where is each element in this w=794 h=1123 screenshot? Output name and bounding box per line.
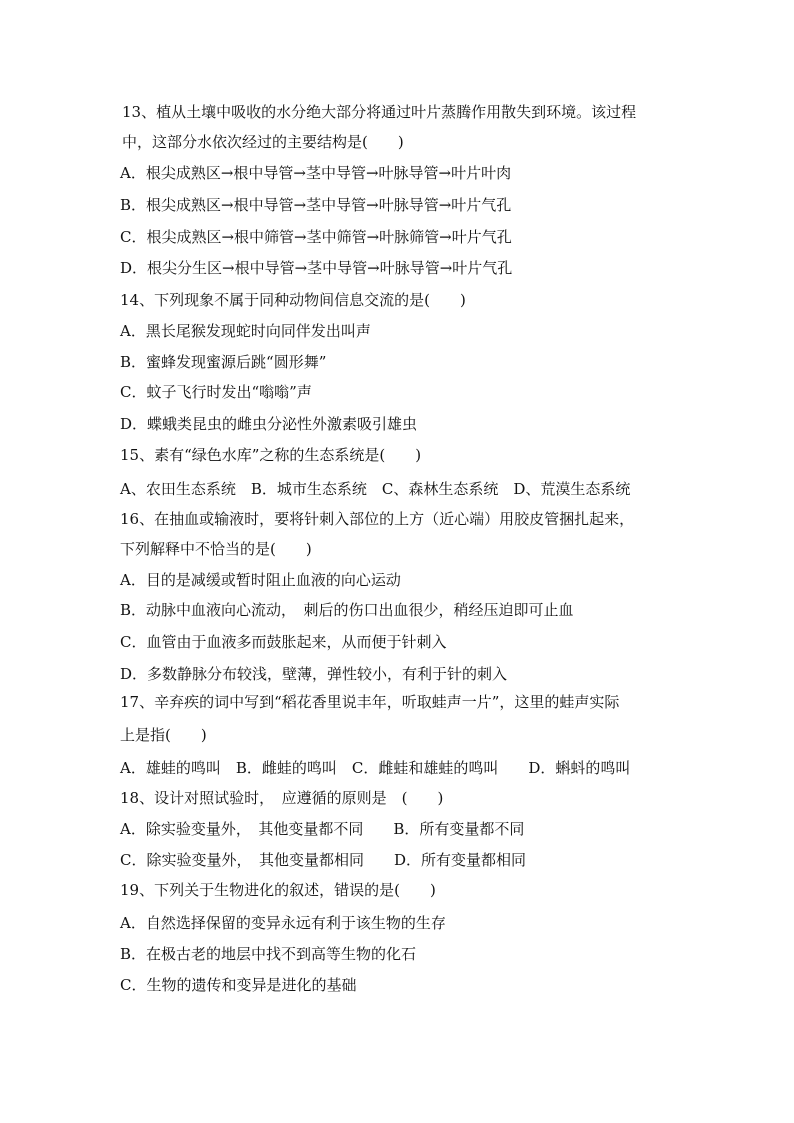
q18-options-line2: C．除实验变量外， 其他变量都相同 D．所有变量都相同 xyxy=(120,851,527,869)
q14-option-c: C．蚊子飞行时发出“嗡嗡”声 xyxy=(120,383,312,401)
q19-option-c: C．生物的遗传和变异是进化的基础 xyxy=(120,976,357,994)
q13-option-c: C．根尖成熟区→根中筛管→茎中筛管→叶脉筛管→叶片气孔 xyxy=(120,228,512,246)
q19-stem: 19、下列关于生物进化的叙述，错误的是( ) xyxy=(120,881,436,899)
q16-stem-line1: 16、在抽血或输液时，要将针刺入部位的上方（近心端）用胶皮管捆扎起来， xyxy=(120,510,635,528)
q16-stem-line2: 下列解释中不恰当的是( ) xyxy=(120,540,312,558)
q19-option-b: B．在极古老的地层中找不到高等生物的化石 xyxy=(120,945,417,963)
q13-stem-line2: 中，这部分水依次经过的主要结构是( ) xyxy=(122,133,404,151)
q16-option-c: C．血管由于血液多而鼓胀起来，从而便于针刺入 xyxy=(120,633,447,651)
q13-option-b: B．根尖成熟区→根中导管→茎中导管→叶脉导管→叶片气孔 xyxy=(120,196,512,214)
q19-option-a: A．自然选择保留的变异永远有利于该生物的生存 xyxy=(120,914,446,932)
q16-option-b: B．动脉中血液向心流动， 刺后的伤口出血很少，稍经压迫即可止血 xyxy=(120,601,574,619)
q15-stem: 15、素有“绿色水库”之称的生态系统是( ) xyxy=(120,446,422,464)
q17-stem-line1: 17、辛弃疾的词中写到“稻花香里说丰年，听取蛙声一片”，这里的蛙声实际 xyxy=(120,693,620,711)
q18-stem: 18、设计对照试验时， 应遵循的原则是 ( ) xyxy=(120,789,444,807)
q15-options: A、农田生态系统 B．城市生态系统 C、森林生态系统 D、荒漠生态系统 xyxy=(120,480,631,498)
q13-option-a: A．根尖成熟区→根中导管→茎中导管→叶脉导管→叶片叶肉 xyxy=(120,164,512,182)
q14-stem: 14、下列现象不属于同种动物间信息交流的是( ) xyxy=(120,291,466,309)
q14-option-d: D．蝶蛾类昆虫的雌虫分泌性外激素吸引雄虫 xyxy=(120,415,418,433)
q17-options: A．雄蛙的鸣叫 B．雌蛙的鸣叫 C．雌蛙和雄蛙的鸣叫 D．蝌蚪的鸣叫 xyxy=(120,759,631,777)
q14-option-a: A．黑长尾猴发现蛇时向同伴发出叫声 xyxy=(120,322,371,340)
q14-option-b: B．蜜蜂发现蜜源后跳“圆形舞” xyxy=(120,353,327,371)
q17-stem-line2: 上是指( ) xyxy=(120,726,207,744)
q16-option-a: A．目的是减缓或暂时阻止血液的向心运动 xyxy=(120,571,401,589)
q16-option-d: D．多数静脉分布较浅，壁薄，弹性较小，有利于针的刺入 xyxy=(120,665,508,683)
q13-stem-line1: 13、植从土壤中吸收的水分绝大部分将通过叶片蒸腾作用散失到环境。该过程 xyxy=(122,103,637,121)
q13-option-d: D．根尖分生区→根中导管→茎中导管→叶脉导管→叶片气孔 xyxy=(120,259,513,277)
q18-options-line1: A．除实验变量外， 其他变量都不同 B．所有变量都不同 xyxy=(120,820,525,838)
